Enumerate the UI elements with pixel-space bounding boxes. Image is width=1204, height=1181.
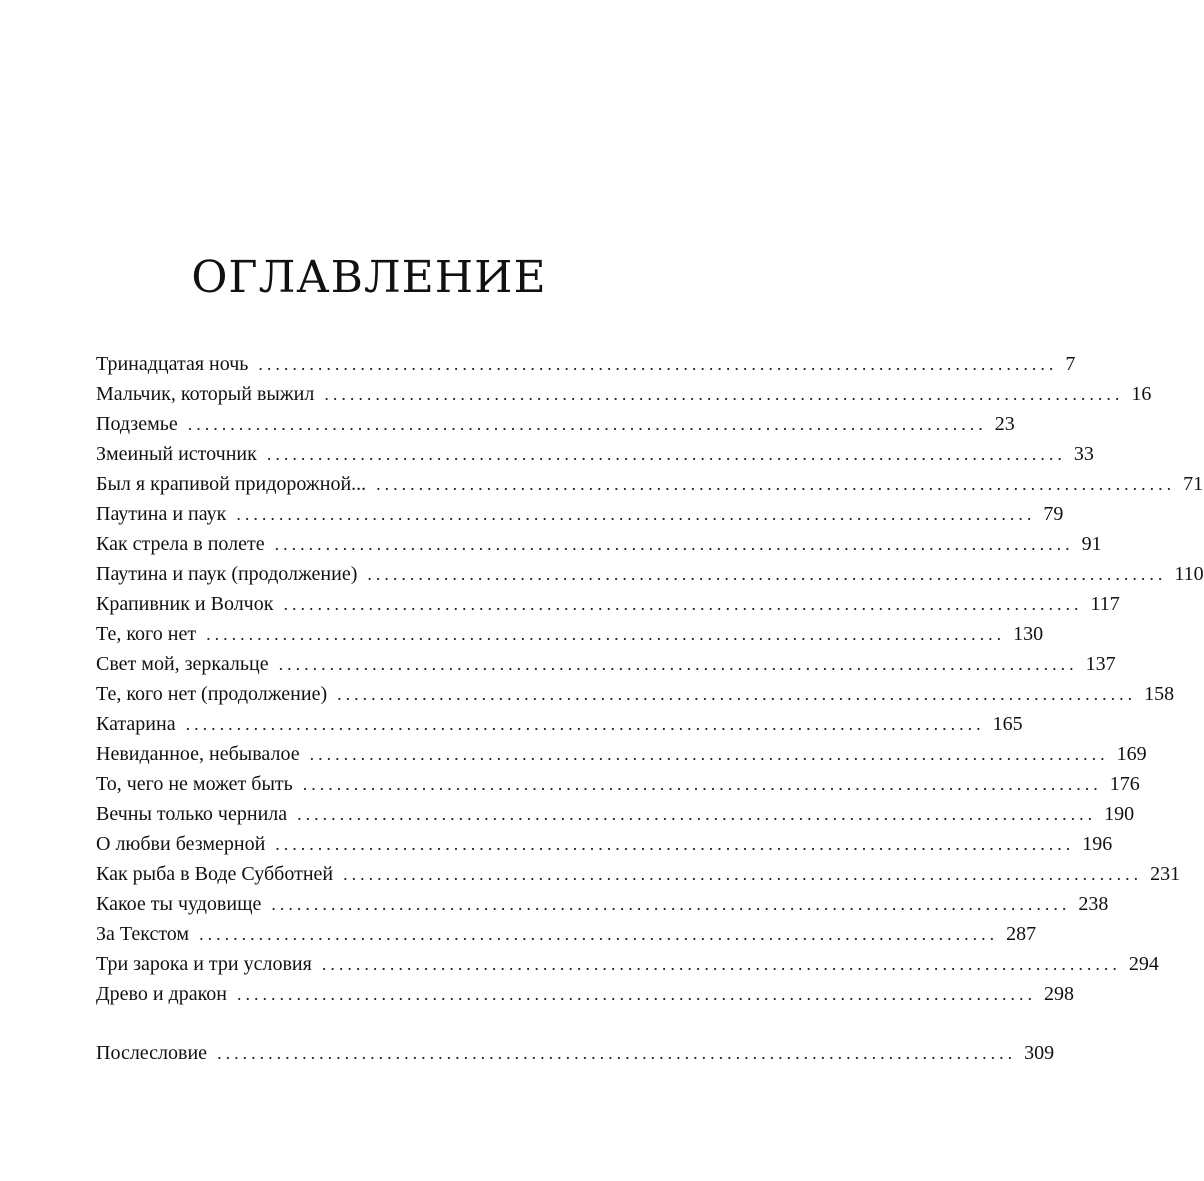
- toc-entry: [96, 709, 1023, 739]
- toc-entry: [96, 739, 1147, 769]
- chapter-title: Те, кого нет (продолжение): [96, 683, 328, 705]
- toc-entry: [96, 559, 1204, 589]
- dot-leader: ..............................................................................................: [236, 504, 1036, 524]
- chapter-title: Какое ты чудовище: [96, 893, 262, 915]
- toc-entry: [96, 679, 1175, 709]
- page-number: 7: [1065, 353, 1076, 375]
- chapter-title: Послесловие: [96, 1042, 208, 1064]
- page-number: 309: [1024, 1042, 1055, 1064]
- toc-entry: [96, 529, 1102, 559]
- dot-leader: ..............................................................................................: [185, 714, 985, 734]
- chapter-title: О любви безмерной: [96, 833, 266, 855]
- dot-leader: ..............................................................................................: [237, 984, 1036, 1004]
- toc-entry: [96, 889, 1109, 919]
- toc-entry: [96, 619, 1044, 649]
- toc-entry: [96, 349, 1076, 379]
- chapter-title: Древо и дракон: [96, 983, 227, 1005]
- toc-entry: [96, 769, 1140, 799]
- page-number: 130: [1013, 623, 1044, 645]
- toc-entry: [96, 589, 1120, 619]
- dot-leader: ..............................................................................................: [266, 444, 1066, 464]
- chapter-title: Вечны только чернила: [96, 803, 288, 825]
- chapter-title: Паутина и паук (продолжение): [96, 563, 358, 585]
- page-number: 117: [1090, 593, 1120, 615]
- dot-leader: ..............................................................................................: [337, 684, 1137, 704]
- toc-entry: [96, 469, 1204, 499]
- chapter-title: Крапивник и Волчок: [96, 593, 274, 615]
- toc-entry-afterword: [96, 1038, 1055, 1068]
- toc-entry: [96, 859, 1181, 889]
- chapter-title: Мальчик, который выжил: [96, 383, 315, 405]
- page-number: 196: [1082, 833, 1113, 855]
- page-number: 238: [1078, 893, 1109, 915]
- page-number: 79: [1043, 503, 1064, 525]
- chapter-title: Три зарока и три условия: [96, 953, 312, 975]
- page-number: 71: [1183, 473, 1204, 495]
- dot-leader: ..............................................................................................: [206, 624, 1006, 644]
- dot-leader: ..............................................................................................: [321, 954, 1121, 974]
- dot-leader: ..............................................................................................: [283, 594, 1083, 614]
- page-number: 169: [1116, 743, 1147, 765]
- chapter-title: Свет мой, зеркальце: [96, 653, 269, 675]
- page-number: 91: [1081, 533, 1102, 555]
- chapter-title: Подземье: [96, 413, 178, 435]
- dot-leader: ..............................................................................................: [274, 534, 1074, 554]
- toc-entry: [96, 799, 1135, 829]
- page-number: 287: [1006, 923, 1037, 945]
- toc-entry: [96, 979, 1074, 1009]
- chapter-title: Был я крапивой придорожной...: [96, 473, 367, 495]
- dot-leader: ..............................................................................................: [302, 774, 1102, 794]
- dot-leader: ..............................................................................................: [376, 474, 1176, 494]
- dot-leader: ..............................................................................................: [278, 654, 1078, 674]
- dot-leader: ..............................................................................................: [271, 894, 1071, 914]
- chapter-title: Как рыба в Воде Субботней: [96, 863, 334, 885]
- chapter-title: То, чего не может быть: [96, 773, 293, 795]
- dot-leader: ..............................................................................................: [297, 804, 1097, 824]
- chapter-title: Как стрела в полете: [96, 533, 265, 555]
- dot-leader: ..............................................................................................: [309, 744, 1109, 764]
- dot-leader: ..............................................................................................: [343, 864, 1143, 884]
- chapter-title: Тринадцатая ночь: [96, 353, 249, 375]
- chapter-title: За Текстом: [96, 923, 190, 945]
- page-number: 16: [1131, 383, 1152, 405]
- page-number: 190: [1104, 803, 1135, 825]
- dot-leader: ..............................................................................................: [187, 414, 987, 434]
- toc-entry: [96, 379, 1152, 409]
- page-title: ОГЛАВЛЕНИЕ: [191, 252, 547, 303]
- page-number: 231: [1150, 863, 1181, 885]
- toc-entry: [96, 919, 1037, 949]
- page-number: 176: [1109, 773, 1140, 795]
- page-number: 137: [1085, 653, 1116, 675]
- toc-entry: [96, 409, 1015, 439]
- page-number: 165: [992, 713, 1023, 735]
- chapter-title: Невиданное, небывалое: [96, 743, 300, 765]
- dot-leader: ..............................................................................................: [275, 834, 1075, 854]
- table-of-contents: [96, 349, 1204, 1068]
- page-number: 33: [1073, 443, 1094, 465]
- chapter-title: Катарина: [96, 713, 176, 735]
- page-number: 158: [1144, 683, 1175, 705]
- toc-entry: [96, 649, 1116, 679]
- page-number: 294: [1128, 953, 1159, 975]
- page-number: 23: [994, 413, 1015, 435]
- dot-leader: ..............................................................................................: [367, 564, 1167, 584]
- chapter-title: Паутина и паук: [96, 503, 227, 525]
- page-number: 110: [1174, 563, 1204, 585]
- chapter-title: Те, кого нет: [96, 623, 197, 645]
- dot-leader: ..............................................................................................: [324, 384, 1124, 404]
- dot-leader: ..............................................................................................: [199, 924, 999, 944]
- page-number: 298: [1044, 983, 1074, 1005]
- toc-entry: [96, 439, 1094, 469]
- toc-entry: [96, 829, 1113, 859]
- chapter-title: Змеиный источник: [96, 443, 257, 465]
- toc-entry: [96, 499, 1064, 529]
- dot-leader: ..............................................................................................: [217, 1043, 1017, 1063]
- dot-leader: ..............................................................................................: [258, 354, 1058, 374]
- toc-entry: [96, 949, 1159, 979]
